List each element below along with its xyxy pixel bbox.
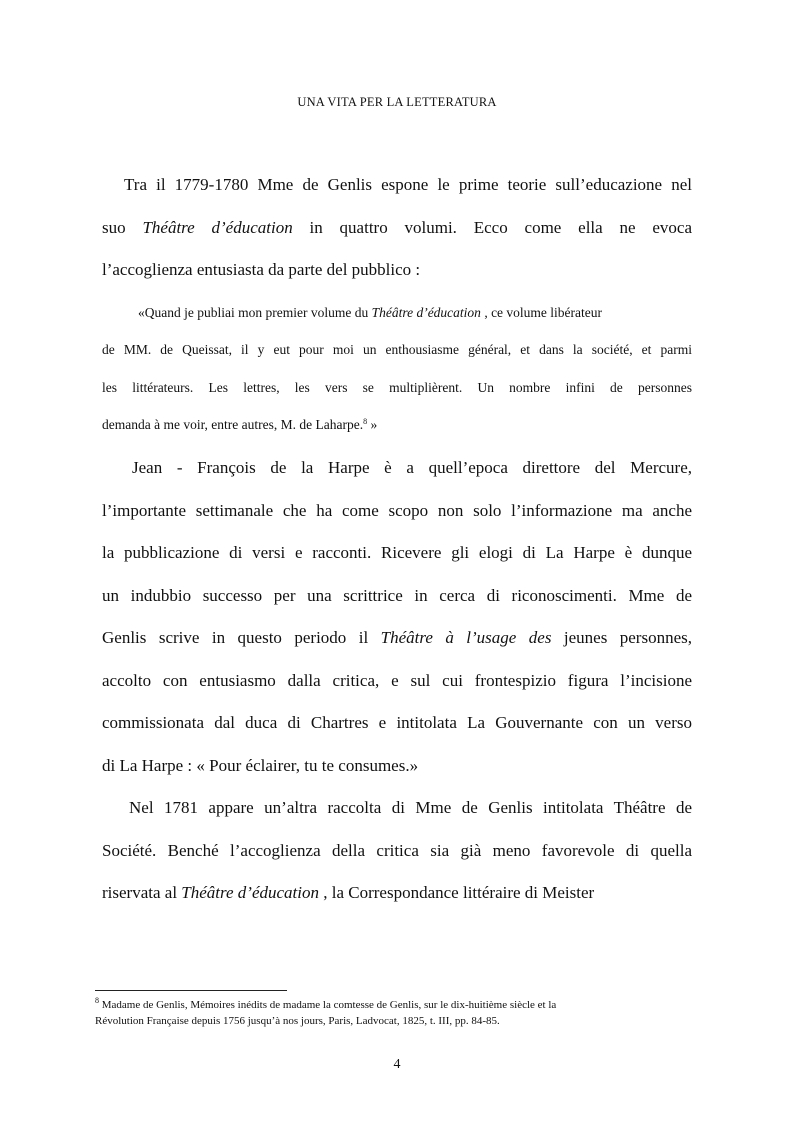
block-quote [102,305,692,454]
work-title: Théâtre d’éducation [371,305,481,320]
work-title: Théâtre d’éducation [181,883,319,902]
text-line: Société. Benché l’accoglienza della critica sia già meno favorevole di quella [102,840,692,860]
quote-line: de MM. de Queissat, il y eut pour moi un enthousiasme général, et dans la société, et parmi [102,342,692,358]
quote-line: les littérateurs. Les lettres, les vers se multiplièrent. Un nombre infini de personnes [102,379,692,395]
text-line: Tra il 1779-1780 Mme de Genlis espone le prime teorie sull’educazione nel [124,175,692,194]
text-line: suo Théâtre d’éducation in quattro volumi. Ecco come ella ne evoca [102,217,692,237]
text-line: di La Harpe : « Pour éclairer, tu te consumes.» [102,755,419,775]
quote-line: demanda à me voir, entre autres, M. de Laharpe.$^8$ » [102,416,378,432]
footnote: $^8$ Madame de Genlis, Mémoires inédits de madame la comtesse de Genlis, sur le dix-huitième siècle et la Révolution Française depuis 1756 jusqu’à nos jours, Paris, Ladvocat, 1825, t. III, pp. 84-85. [95,996,557,1027]
text-line: Genlis scrive in questo periodo il Théâtre à l’usage des jeunes personnes, [102,628,692,647]
text-line: Jean - François de la Harpe è a quell’epoca direttore del Mercure, [132,458,692,477]
text-line: Nel 1781 appare un’altra raccolta di Mme de Genlis intitolata Théâtre de [129,798,692,817]
footnote-marker: 8 [95,996,99,1005]
running-header: UNA VITA PER LA LETTERATURA [297,95,497,109]
footnote-reference[interactable]: 8 [363,416,368,426]
text-line: l’accoglienza entusiasta da parte del pubblico : [102,260,421,279]
paragraph-2 [102,458,692,798]
footnote-divider [95,990,287,991]
text-line: commissionata dal duca di Chartres e intitolata La Gouvernante con un verso [102,713,692,732]
text-line: la pubblicazione di versi e racconti. Ricevere gli elogi di La Harpe è dunque [102,543,692,562]
text-line: riservata al Théâtre d’éducation , la Correspondance littéraire di Meister [102,883,595,902]
text-line: accolto con entusiasmo dalla critica, e sul cui frontespizio figura l’incisione [102,670,692,690]
work-title: Théâtre d’éducation [142,217,293,237]
quote-line: «Quand je publiai mon premier volume du Théâtre d’éducation , ce volume libérateur [138,305,603,320]
paragraph-1 [102,175,692,303]
text-line: l’importante settimanale che ha come scopo non solo l’informazione ma anche [102,500,692,520]
text-line: un indubbio successo per una scrittrice in cerca di riconoscimenti. Mme de [102,585,692,605]
paragraph-3 [102,798,692,926]
page-number: 4 [393,1057,401,1072]
work-title: Théâtre à l’usage des [380,628,552,647]
